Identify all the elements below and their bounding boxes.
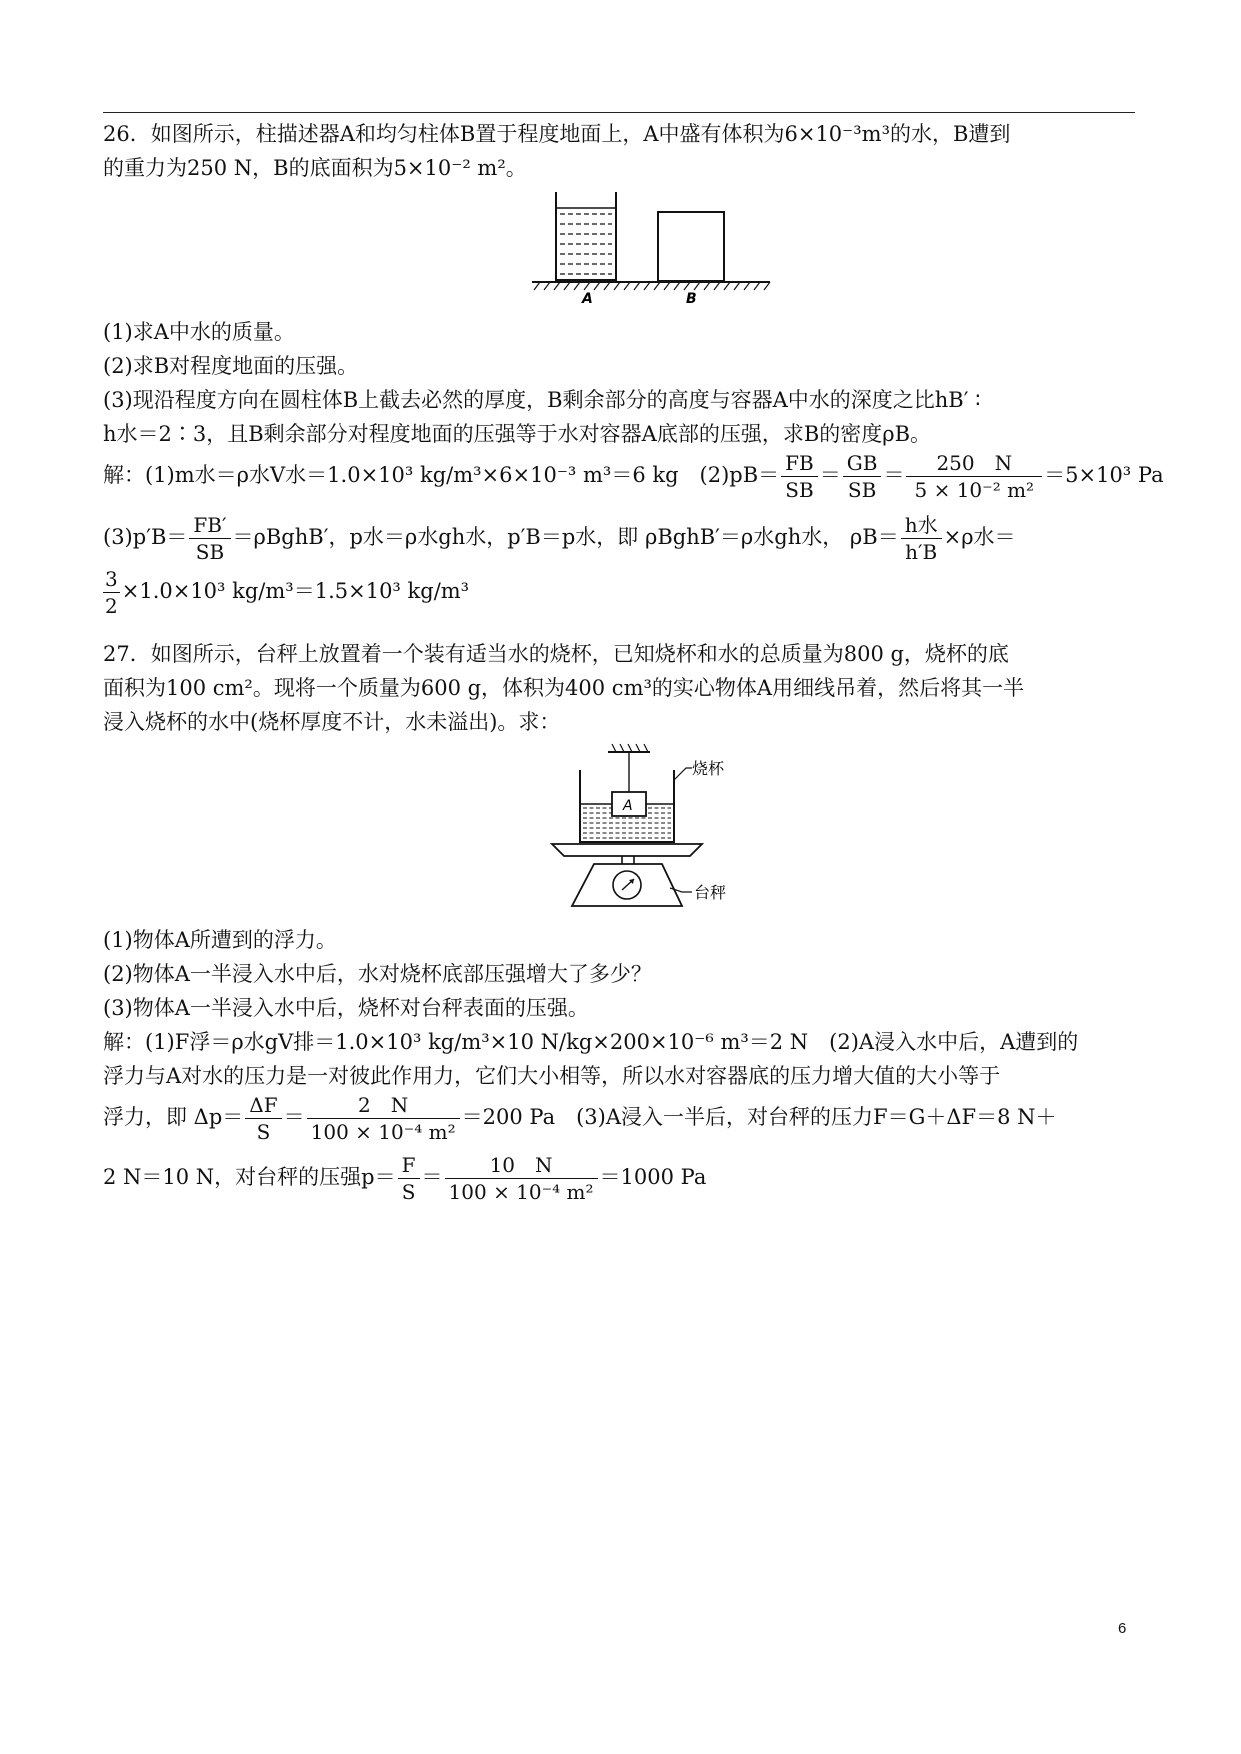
q26-part-1: (1)求A中水的质量。 — [103, 320, 295, 344]
q26-fraction-3-2: $\frac{3}{2}$ — [105, 567, 118, 618]
q27-fraction-f-s: $\frac{F}{S}$ — [398, 1152, 420, 1205]
q27-sol3-text: 浮力，即 Δp＝ — [103, 1105, 244, 1129]
q26-part-3-line-2: h水＝2∶3，且B剩余部分对程度地面的压强等于水对容器A底部的压强，求B的密度ρB。 — [103, 422, 932, 446]
q27-solution-line-3: 浮力，即 Δp＝ $\frac{\Delta F}{S}$ ＝ $\frac{2 N}{\text{100 × 10⁻⁴ m²}}$ ＝200 Pa (3)A浸入一半后，对台秤的压力F＝G＋ΔF＝8 N＋ — [103, 1093, 1057, 1144]
q26-solution-line-1: 解：(1)m水＝ρ水V水＝1.0×10³ kg/m³×6×10⁻³ m³＝6 kg (2)pB＝ $\frac{FB}{SB}$ ＝ $\frac{GB}{SB}$ ＝ $\frac{250 N}{\text{5 × 10⁻² m²}}$ ＝5×10³ Pa — [103, 451, 1164, 502]
q26-fraction-fb-prime: $\frac{FB'}{SB}$ — [189, 512, 230, 565]
q27-solution-line-4: 2 N＝10 N，对台秤的压强p＝ $\frac{F}{S}$ ＝ $\frac{10 N}{\text{100 × 10⁻⁴ m²}}$ ＝1000 Pa — [103, 1153, 707, 1204]
q26-fraction-gb-sb: $\frac{GB}{SB}$ — [843, 450, 882, 503]
header-rule — [103, 112, 1135, 113]
q27-fraction-2n: $\frac{2 N}{\text{100 × 10⁻⁴ m²}}$ — [307, 1092, 460, 1145]
q26-sol1-text: 解：(1)m水＝ρ水V水＝1.0×10³ kg/m³×6×10⁻³ m³＝6 kg (2)pB＝ — [103, 463, 780, 487]
q27-figure-label-a: A — [623, 798, 633, 814]
q26-part-3-line-1: (3)现沿程度方向在圆柱体B上截去必然的厚度，B剩余部分的高度与容器A中水的深度之比hB′ ∶ — [103, 388, 981, 412]
q26-sol3-result: ×1.0×10³ kg/m³＝1.5×10³ kg/m³ — [121, 579, 470, 603]
q27-sol4-result: ＝1000 Pa — [599, 1165, 707, 1189]
q26-part-2: (2)求B对程度地面的压强。 — [103, 354, 359, 378]
q26-solution-line-2 — [103, 512, 1016, 565]
q27-figure — [550, 740, 750, 922]
q26-figure-label-b: B — [686, 291, 697, 307]
q27-line-1: 27．如图所示，台秤上放置着一个装有适当水的烧杯，已知烧杯和水的总质量为800 g，烧杯的底 — [103, 642, 1009, 666]
q27-line-3: 浸入烧杯的水中(烧杯厚度不计，水未溢出)。求： — [103, 710, 561, 734]
q27-line-2: 面积为100 cm²。现将一个质量为600 g，体积为400 cm³的实心物体A用细线吊着，然后将其一半 — [103, 676, 1025, 700]
q27-part-2: (2)物体A一半浸入水中后，水对烧杯底部压强增大了多少？ — [103, 962, 652, 986]
q26-fraction-h-ratio: $\frac{\text{h水}}{h'B}$ — [901, 512, 942, 565]
q27-solution-line-2: 浮力与A对水的压力是一对彼此作用力，它们大小相等，所以水对容器底的压力增大值的大小等于 — [103, 1064, 1001, 1088]
q27-fraction-df-s: $\frac{\Delta F}{S}$ — [245, 1092, 281, 1145]
q26-figure-label-a: A — [582, 291, 593, 307]
q27-figure-label-scale: 台秤 — [694, 883, 727, 902]
q27-part-1: (1)物体A所遭到的浮力。 — [103, 928, 337, 952]
q26-line-2: 的重力为250 N，B的底面积为5×10⁻² m²。 — [103, 156, 527, 180]
q26-sol2-mid: ＝ρBghB′，p水＝ρ水gh水，p′B＝p水，即 ρBghB′＝ρ水gh水， ρB＝ — [232, 525, 899, 549]
q26-line-1: 26．如图所示，柱描述器A和均匀柱体B置于程度地面上，A中盛有体积为6×10⁻³m³的水，B遭到 — [103, 122, 1011, 146]
q26-figure — [530, 190, 780, 310]
page-number: 6 — [1118, 1620, 1127, 1637]
q27-sol4-text: 2 N＝10 N，对台秤的压强p＝ — [103, 1165, 396, 1189]
q26-sol2-end: ×ρ水＝ — [943, 525, 1016, 549]
q27-figure-label-beaker: 烧杯 — [692, 759, 725, 778]
q27-sol3-end: ＝200 Pa (3)A浸入一半后，对台秤的压力F＝G＋ΔF＝8 N＋ — [461, 1105, 1057, 1129]
q27-fraction-10n: $\frac{10 N}{\text{100 × 10⁻⁴ m²}}$ — [445, 1152, 598, 1205]
q26-fraction-fb-sb: $\frac{FB}{SB}$ — [781, 450, 818, 503]
q27-solution-line-1: 解：(1)F浮＝ρ水gV排＝1.0×10³ kg/m³×10 N/kg×200×10⁻⁶ m³＝2 N (2)A浸入水中后，A遭到的 — [103, 1030, 1079, 1054]
q26-sol1-result: ＝5×10³ Pa — [1044, 463, 1164, 487]
q27-part-3: (3)物体A一半浸入水中后，烧杯对台秤表面的压强。 — [103, 996, 589, 1020]
q26-sol2-text: (3)p′B＝ — [103, 525, 188, 549]
q26-solution-line-3 — [103, 566, 469, 619]
q26-fraction-250n: $\frac{250 N}{\text{5 × 10⁻² m²}}$ — [906, 450, 1042, 503]
